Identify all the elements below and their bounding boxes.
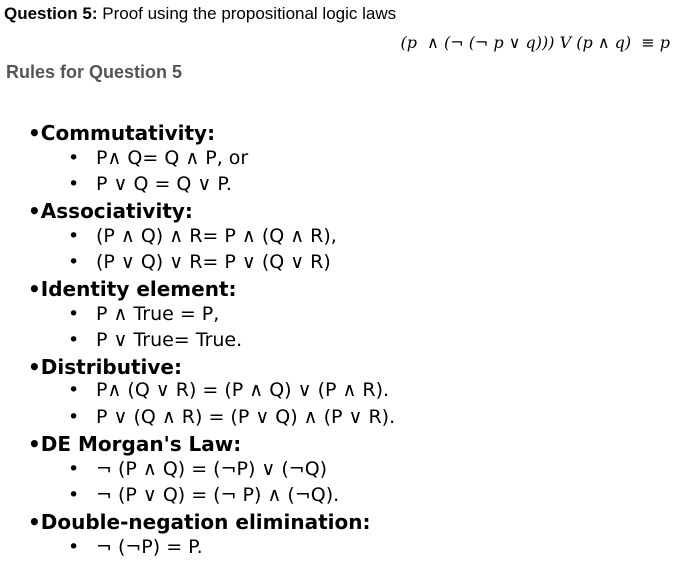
logic-expression: (p ∧ (¬ (¬ p ∨ q))) V (p ∧ q) ≡ p xyxy=(400,33,670,52)
bullet-icon: • xyxy=(68,329,80,351)
rule-item xyxy=(68,251,331,273)
rule-item xyxy=(68,173,232,195)
rule-item xyxy=(68,147,248,169)
rule-heading-de-morgan: •DE Morgan's Law: xyxy=(28,432,242,456)
bullet-icon: • xyxy=(68,406,80,428)
bullet-icon: • xyxy=(68,484,80,506)
rule-heading-double-negation: •Double-negation elimination: xyxy=(28,510,371,534)
rule-text: (P ∨ Q) ∨ R= P ∨ (Q ∨ R) xyxy=(96,251,331,273)
question-title xyxy=(4,4,396,24)
rule-heading-identity: •Identity element: xyxy=(28,277,237,301)
question-text: Proof using the propositional logic laws xyxy=(97,4,397,23)
rules-title: Rules for Question 5 xyxy=(6,62,183,82)
rule-text: ¬ (¬P) = P. xyxy=(96,536,203,558)
rule-item xyxy=(68,329,242,351)
rule-heading-associativity: •Associativity: xyxy=(28,199,193,223)
question-label: Question 5: xyxy=(4,4,98,23)
rule-heading-commutativity: •Commutativity: xyxy=(28,121,216,145)
rule-text: P ∨ (Q ∧ R) = (P ∨ Q) ∧ (P ∨ R). xyxy=(96,406,396,428)
rule-text: ¬ (P ∨ Q) = (¬ P) ∧ (¬Q). xyxy=(96,484,340,506)
rule-item xyxy=(68,484,339,506)
rule-text: P ∧ True = P, xyxy=(96,303,220,325)
rule-item xyxy=(68,379,389,401)
bullet-icon: • xyxy=(68,173,80,195)
rule-text: P∧ Q= Q ∧ P, or xyxy=(96,147,249,169)
rule-text: (P ∧ Q) ∧ R= P ∧ (Q ∧ R), xyxy=(96,225,337,247)
bullet-icon: • xyxy=(68,225,80,247)
rule-item xyxy=(68,225,337,247)
rule-text: ¬ (P ∧ Q) = (¬P) ∨ (¬Q) xyxy=(96,458,328,480)
rule-item xyxy=(68,303,219,325)
bullet-icon: • xyxy=(68,536,80,558)
rule-item xyxy=(68,406,395,428)
rule-text: P∧ (Q ∨ R) = (P ∧ Q) ∨ (P ∧ R). xyxy=(96,379,390,401)
bullet-icon: • xyxy=(68,458,80,480)
bullet-icon: • xyxy=(68,303,80,325)
bullet-icon: • xyxy=(68,379,80,401)
bullet-icon: • xyxy=(68,147,80,169)
rule-text: P ∨ Q = Q ∨ P. xyxy=(96,173,232,195)
rule-heading-distributive: •Distributive: xyxy=(28,355,182,379)
rule-item xyxy=(68,536,203,558)
rule-text: P ∨ True= True. xyxy=(96,329,243,351)
bullet-icon: • xyxy=(68,251,80,273)
rule-item xyxy=(68,458,327,480)
